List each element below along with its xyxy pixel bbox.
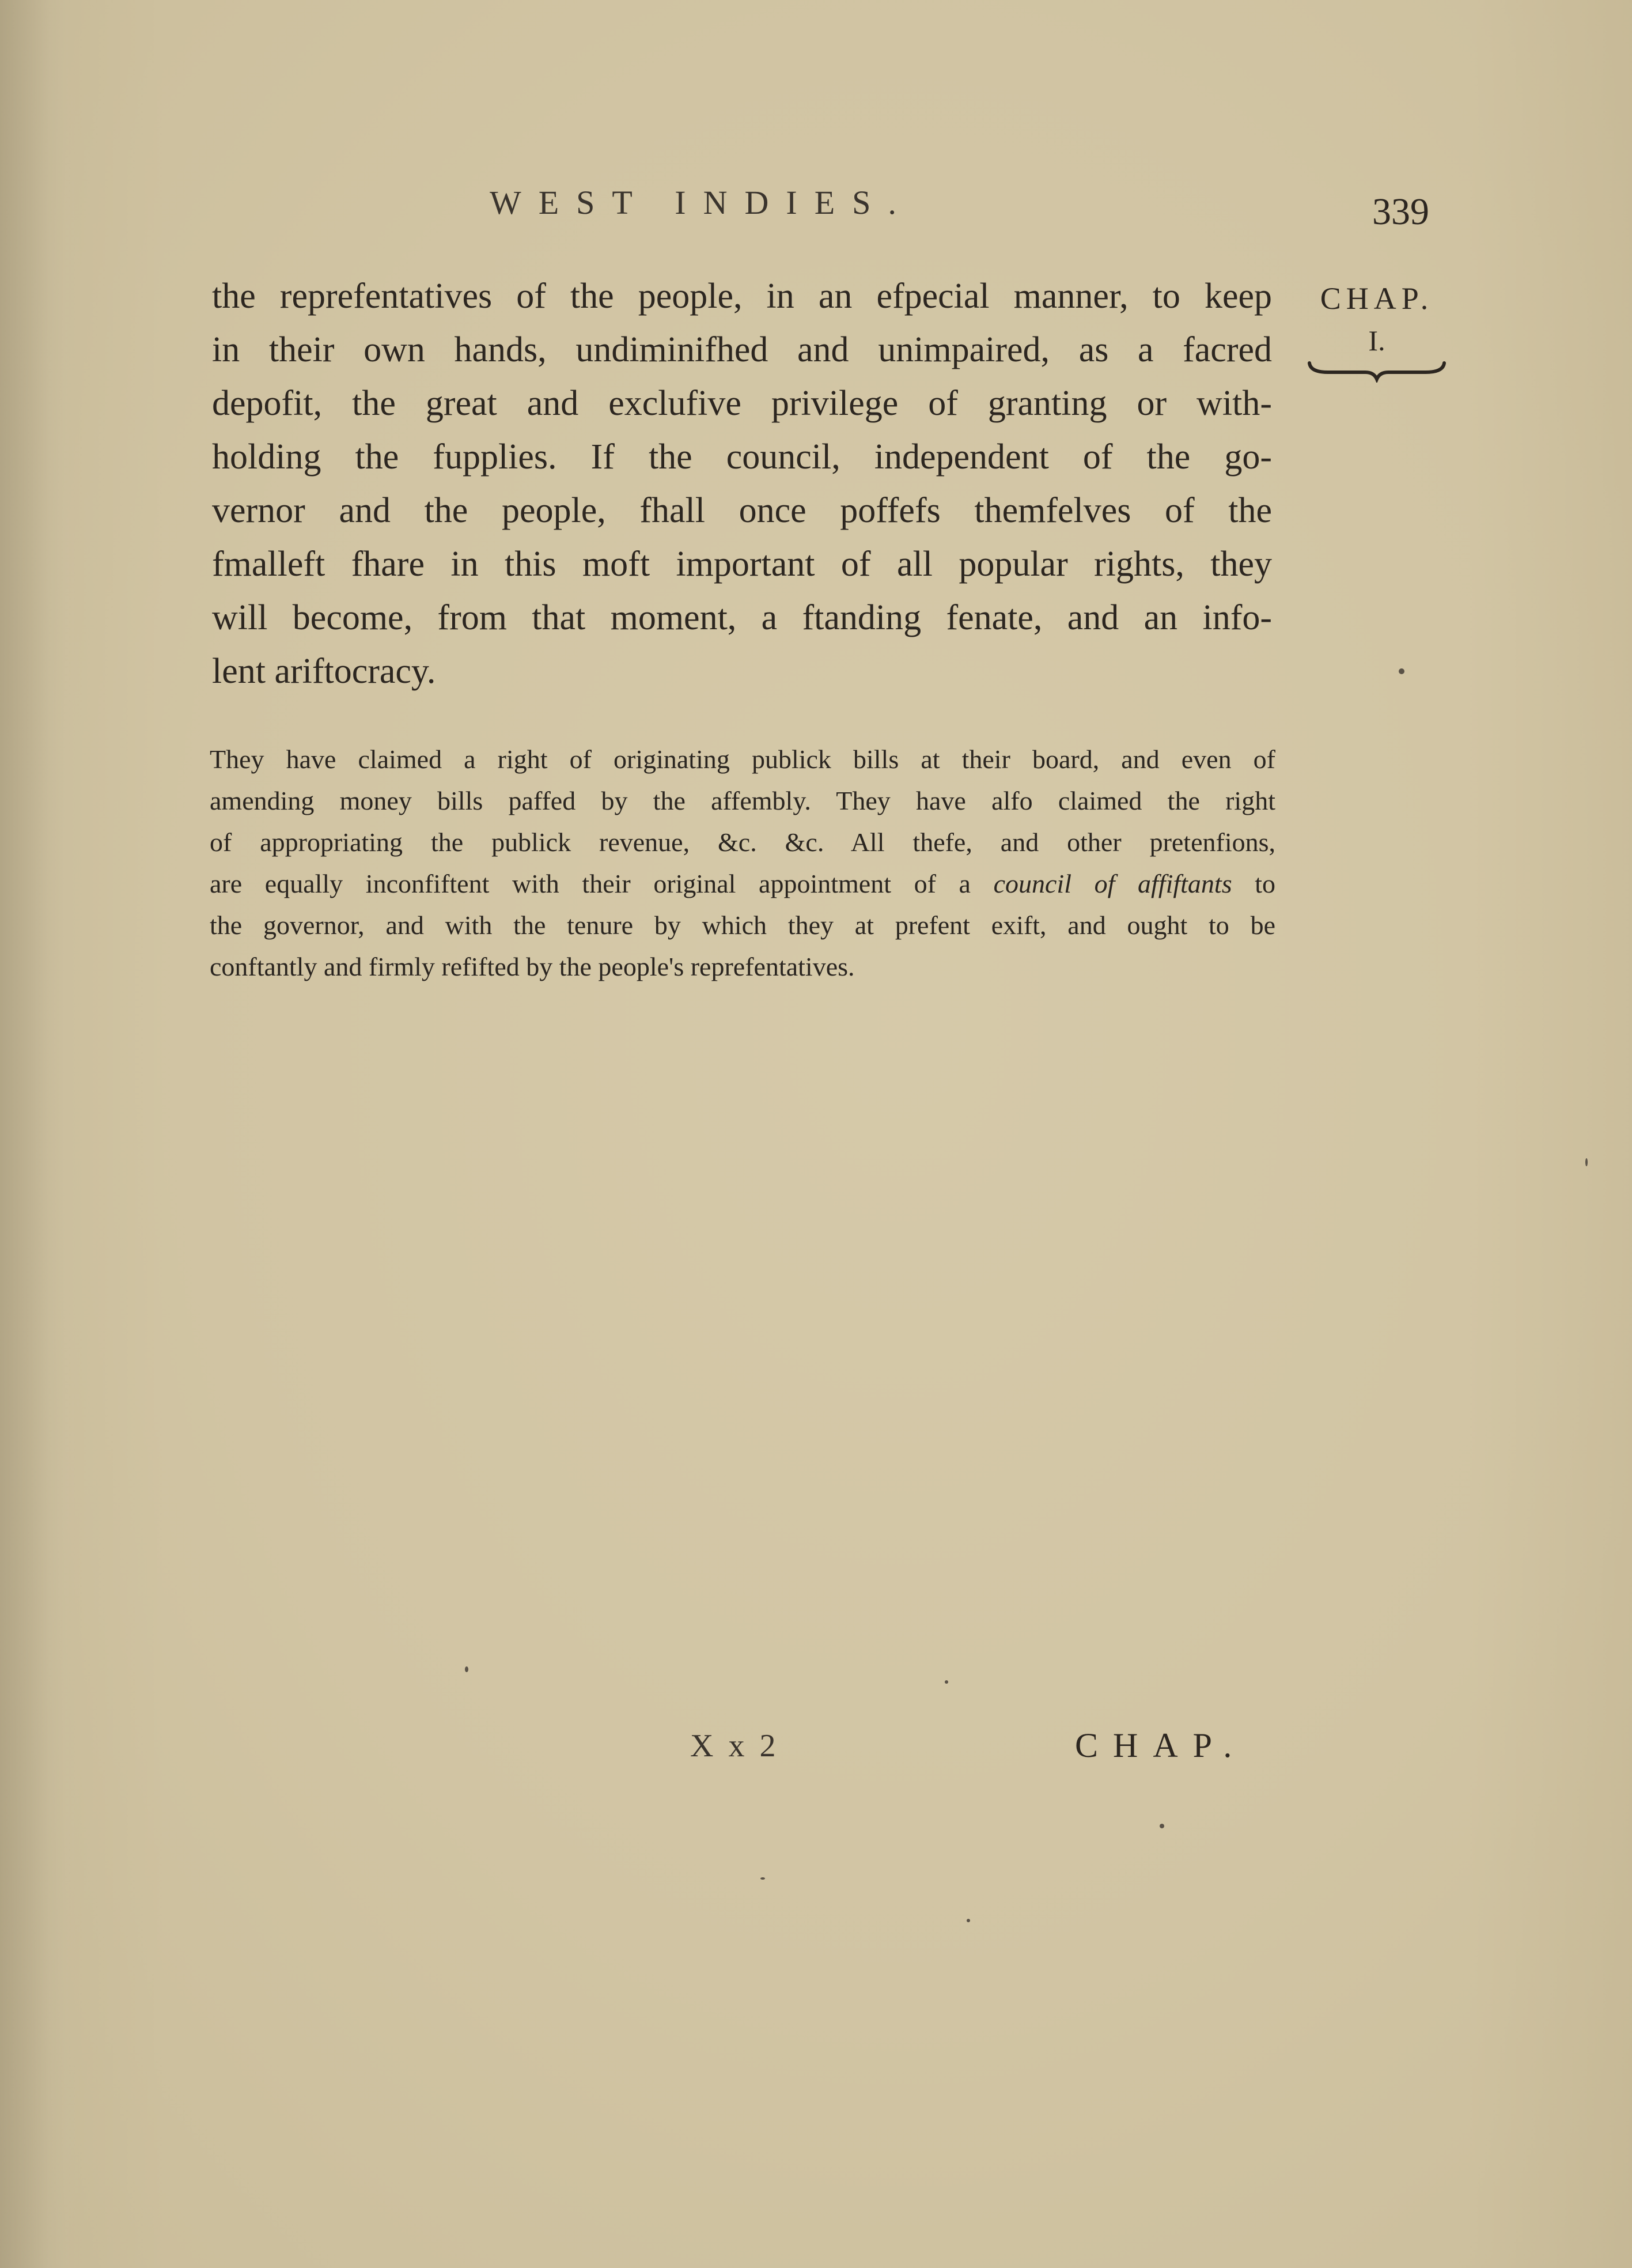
main-text-line: the reprefentatives of the people, in an efpecial manner, to keep (212, 277, 1272, 316)
paper-speck (1585, 1158, 1588, 1166)
main-text-line: will become, from that moment, a ftanding fenate, and an info- (212, 598, 1272, 637)
footnote-italic-phrase: council of affiftants (993, 869, 1232, 898)
main-text-line: depofit, the great and exclufive privilege of granting or with- (212, 384, 1272, 423)
paper-speck (945, 1680, 948, 1684)
margin-chapter-number: I. (1368, 324, 1385, 357)
margin-chapter-note (1299, 275, 1455, 383)
footnote-line-with-italic (210, 863, 1275, 905)
main-text-block (212, 270, 1272, 698)
page-number: 339 (1372, 191, 1429, 233)
footnote-block (210, 739, 1275, 988)
footnote-line: the governor, and with the tenure by which they at prefent exift, and ought to be (210, 910, 1275, 940)
footnote-line-text: are equally inconfiftent with their original appointment of a (210, 869, 971, 898)
main-text-line: vernor and the people, fhall once poffefs themfelves of the (212, 491, 1272, 530)
paper-speck (760, 1877, 765, 1880)
paper-speck (1160, 1824, 1164, 1828)
main-text-line: holding the fupplies. If the council, independent of the go- (212, 437, 1272, 477)
catchword: CHAP. (1075, 1726, 1247, 1764)
main-text-line: lent ariftocracy. (212, 652, 436, 691)
running-head: WEST INDIES. (490, 184, 914, 221)
signature-mark: X x 2 (690, 1728, 779, 1764)
paper-speck (465, 1666, 468, 1672)
margin-chapter-label: CHAP. (1320, 281, 1434, 316)
page-spine-shadow (0, 0, 81, 2268)
paper-speck (967, 1919, 970, 1922)
curly-brace-ornament (1305, 360, 1449, 383)
main-text-line: in their own hands, undiminifhed and unimpaired, as a facred (212, 330, 1272, 369)
paper-speck (1399, 668, 1404, 674)
footnote-line-tail: to (1255, 869, 1276, 898)
footnote-line: They have claimed a right of originating publick bills at their board, and even of (210, 744, 1275, 774)
footnote-line: amending money bills paffed by the affembly. They have alfo claimed the right (210, 786, 1275, 815)
footnote-line: conftantly and firmly refifted by the people's reprefentatives. (210, 952, 855, 981)
footnote-line: of appropriating the publick revenue, &c. &c. All thefe, and other pretenfions, (210, 827, 1275, 857)
main-text-line: fmalleft fhare in this moft important of all popular rights, they (212, 545, 1272, 584)
